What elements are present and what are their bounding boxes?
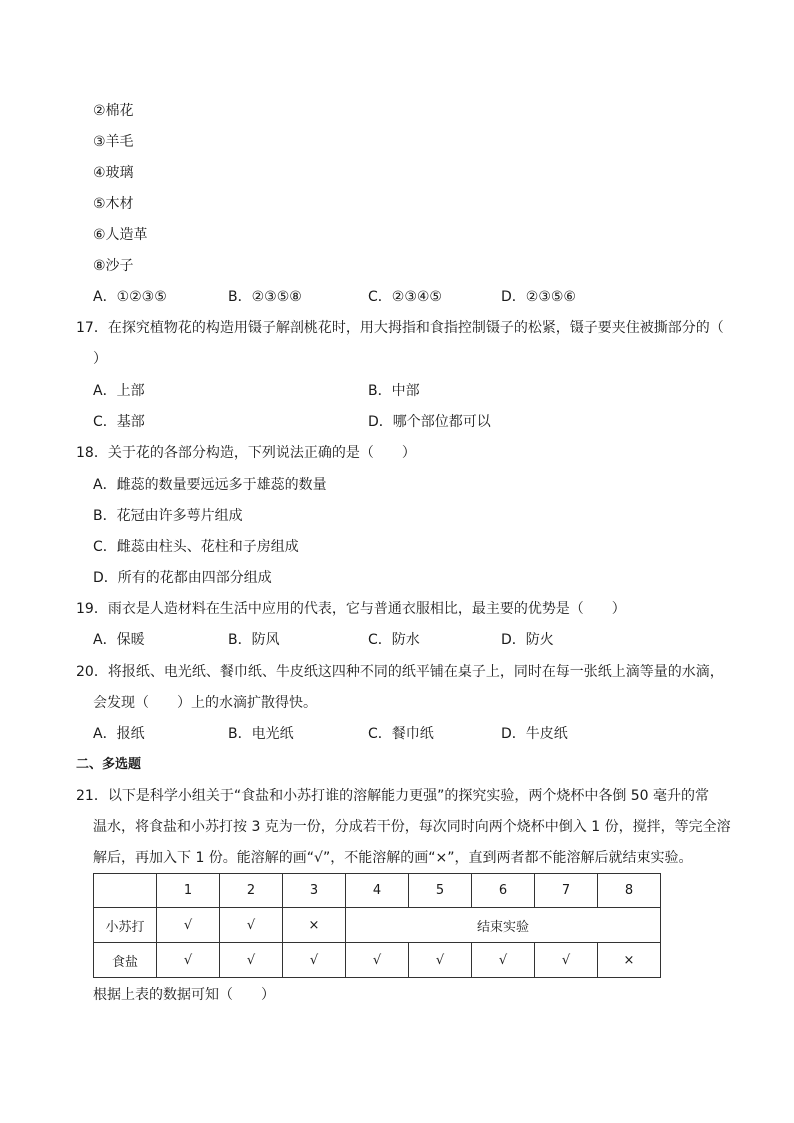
table-header-cell: 7 <box>535 874 598 908</box>
row-label-salt: 食盐 <box>94 943 157 978</box>
q18-option-d[interactable]: D．所有的花都由四部分组成 <box>93 570 272 586</box>
table-cell: √ <box>346 943 409 978</box>
table-header-cell: 8 <box>598 874 661 908</box>
q19-option-c[interactable]: C．防水 <box>368 632 420 648</box>
q21-after-table: 根据上表的数据可知（ ） <box>93 987 275 1003</box>
q20-stem-line1: 20．将报纸、电光纸、餐巾纸、牛皮纸这四种不同的纸平铺在桌子上，同时在每一张纸上滴等量的水滴， <box>76 664 724 680</box>
q16-option-c[interactable]: C．②③④⑤ <box>368 289 442 305</box>
q19-options <box>93 630 733 650</box>
table-header-row <box>94 874 661 908</box>
table-header-cell: 5 <box>409 874 472 908</box>
table-header-cell <box>94 874 157 908</box>
q17-option-a[interactable]: A．上部 <box>93 383 145 399</box>
q21-stem-line3: 解后，再加入下 1 份。能溶解的画“√”，不能溶解的画“×”，直到两者都不能溶解后就结束实验。 <box>93 850 693 866</box>
table-cell-end-experiment: 结束实验 <box>346 908 661 943</box>
q16-options <box>93 287 733 307</box>
table-header-cell: 6 <box>472 874 535 908</box>
table-header-cell: 2 <box>220 874 283 908</box>
q20-option-b[interactable]: B．电光纸 <box>228 726 294 742</box>
table-cell: √ <box>220 908 283 943</box>
q18-option-c[interactable]: C．雌蕊由柱头、花柱和子房组成 <box>93 539 299 555</box>
table-header-cell: 4 <box>346 874 409 908</box>
q17-option-c[interactable]: C．基部 <box>93 414 145 430</box>
q16-item-6: ⑥人造革 <box>93 227 148 243</box>
q17-options-row1 <box>93 381 733 401</box>
q21-stem-line2: 温水，将食盐和小苏打按 3 克为一份，分成若干份，每次同时向两个烧杯中倒入 1 份，搅拌，等完全溶 <box>93 819 731 835</box>
table-cell: √ <box>157 908 220 943</box>
q19-option-b[interactable]: B．防风 <box>228 632 280 648</box>
q19-stem: 19．雨衣是人造材料在生活中应用的代表，它与普通衣服相比，最主要的优势是（ ） <box>76 601 626 617</box>
q16-item-3: ③羊毛 <box>93 134 134 150</box>
q17-stem-line2: ） <box>93 351 107 367</box>
q16-option-b[interactable]: B．②③⑤⑧ <box>228 289 302 305</box>
table-cell: × <box>598 943 661 978</box>
q18-option-a[interactable]: A．雌蕊的数量要远远多于雄蕊的数量 <box>93 477 327 493</box>
table-cell: √ <box>283 943 346 978</box>
q16-item-5: ⑤木材 <box>93 196 134 212</box>
q19-option-d[interactable]: D．防火 <box>501 632 554 648</box>
table-cell: × <box>283 908 346 943</box>
row-label-soda: 小苏打 <box>94 908 157 943</box>
q19-option-a[interactable]: A．保暖 <box>93 632 145 648</box>
table-cell: √ <box>220 943 283 978</box>
q18-stem: 18．关于花的各部分构造，下列说法正确的是（ ） <box>76 445 416 461</box>
table-cell: √ <box>409 943 472 978</box>
table-row-salt <box>94 943 661 978</box>
q20-stem-line2: 会发现（ ）上的水滴扩散得快。 <box>93 695 317 711</box>
q18-option-b[interactable]: B．花冠由许多萼片组成 <box>93 508 243 524</box>
q20-options <box>93 724 733 744</box>
q20-option-c[interactable]: C．餐巾纸 <box>368 726 434 742</box>
q16-item-8: ⑧沙子 <box>93 258 134 274</box>
q20-option-a[interactable]: A．报纸 <box>93 726 145 742</box>
q17-options-row2 <box>93 412 733 432</box>
section-title-multi-choice: 二、多选题 <box>76 757 142 772</box>
q16-option-d[interactable]: D．②③⑤⑥ <box>501 289 576 305</box>
table-cell: √ <box>535 943 598 978</box>
table-header-cell: 3 <box>283 874 346 908</box>
table-cell: √ <box>157 943 220 978</box>
q17-option-d[interactable]: D．哪个部位都可以 <box>368 414 491 430</box>
q17-stem-line1: 17．在探究植物花的构造用镊子解剖桃花时，用大拇指和食指控制镊子的松紧，镊子要夹住被撕部分的（ <box>76 320 724 336</box>
table-row-soda <box>94 908 661 943</box>
table-header-cell: 1 <box>157 874 220 908</box>
q20-option-d[interactable]: D．牛皮纸 <box>501 726 568 742</box>
q16-option-a[interactable]: A．①②③⑤ <box>93 289 167 305</box>
q21-data-table <box>93 873 661 978</box>
q16-item-2: ②棉花 <box>93 103 134 119</box>
table-cell: √ <box>472 943 535 978</box>
q17-option-b[interactable]: B．中部 <box>368 383 420 399</box>
q16-item-4: ④玻璃 <box>93 165 134 181</box>
q21-stem-line1: 21．以下是科学小组关于“食盐和小苏打谁的溶解能力更强”的探究实验，两个烧杯中各倒 50 毫升的常 <box>76 788 710 804</box>
